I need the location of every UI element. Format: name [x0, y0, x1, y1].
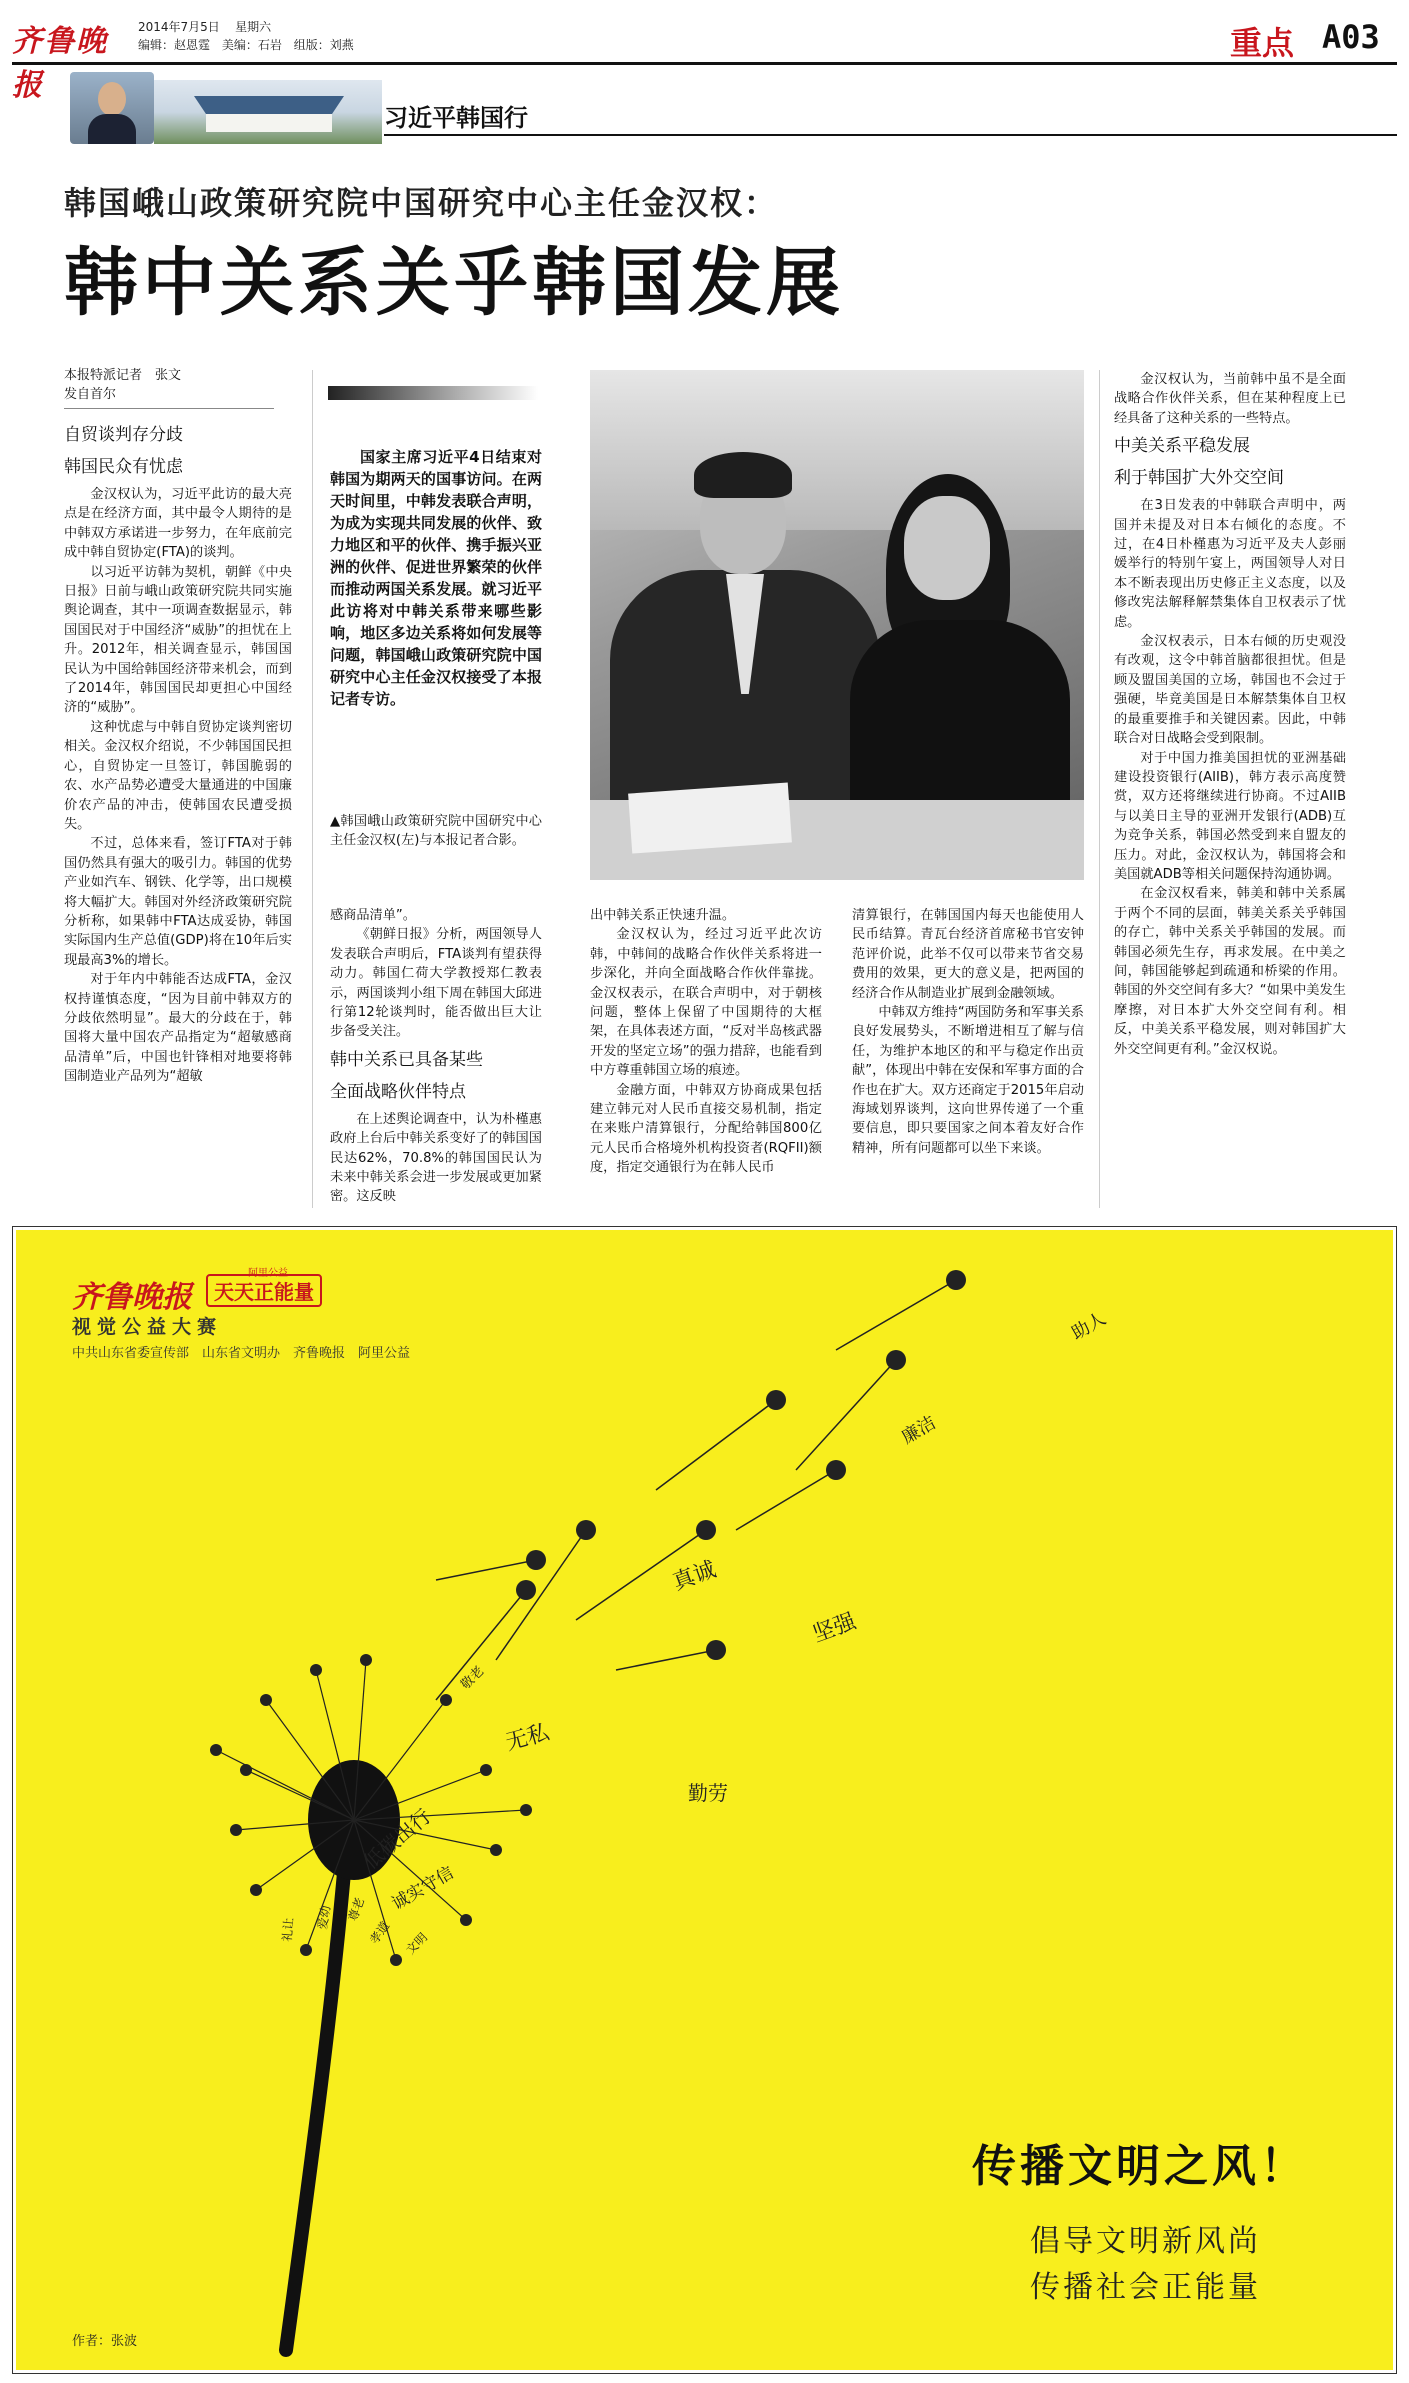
paragraph: 这种忧虑与中韩自贸协定谈判密切相关。金汉权介绍说，不少韩国国民担心，自贸协定一旦签订，韩国脆弱的农、水产品势必遭受大量通进的中国廉价农产品的冲击，使韩国农民遭受损失。 [64, 719, 292, 832]
public-service-ad [16, 1230, 1393, 2370]
seed-word: 勤劳 [688, 1781, 728, 1805]
seed-word: 廉洁 [898, 1412, 940, 1449]
ad-subslogan-2: 传播社会正能量 [1030, 2270, 1261, 2305]
article-column-1 [64, 366, 292, 1087]
seed-word: 爱幼 [315, 1904, 334, 1931]
photo-background [590, 370, 1084, 530]
column-divider [1099, 370, 1100, 1208]
banner-rule [384, 134, 1397, 136]
seed-word: 礼让 [280, 1917, 297, 1943]
paragraph: 以习近平访韩为契机，朝鲜《中央日报》日前与峨山政策研究院共同实施舆论调查，其中一项调查数据显示，韩国国民对于中国经济“威胁”的担忧在上升。2012年，相关调查显示，韩国国民认为中国给韩国经济带来机会，而到了2014年，韩国国民却更担心中国经济的“威胁”。 [64, 564, 292, 716]
paragraph: 金汉权认为，当前韩中虽不是全面战略合作伙伴关系，但在某种程度上已经具备了这种关系的一些特点。 [1114, 372, 1346, 426]
ad-contest-title: 视觉公益大赛 [72, 1316, 223, 1338]
article-headline: 韩中关系关乎韩国发展 [64, 240, 844, 326]
lead-decoration-bar [328, 386, 538, 400]
layout-credit: 组版：刘燕 [293, 38, 354, 52]
seed-word: 敬老 [458, 1663, 488, 1693]
lead-paragraph: 国家主席习近平4日结束对韩国为期两天的国事访问。在两天时间里，中韩发表联合声明，为成为实现共同发展的伙伴、致力地区和平的伙伴、携手振兴亚洲的伙伴、促进世界繁荣的伙伴而推动两国关系发展。就习近平此访将对中韩关系带来哪些影响，地区多边关系将如何发展等问题，韩国峨山政策研究院中国研究中心主任金汉权接受了本报记者专访。 [330, 448, 542, 708]
page-number: A03 [1322, 18, 1380, 56]
seed-word: 尊老 [345, 1895, 368, 1924]
seed-word: 文明 [403, 1930, 431, 1958]
byline-rule [64, 408, 274, 409]
photo-paper [628, 782, 792, 853]
section-heading-1a: 自贸谈判存分歧 [64, 425, 183, 445]
art-editor-credit: 美编：石岩 [221, 38, 282, 52]
issue-meta [138, 18, 362, 54]
seed-word: 孝道 [366, 1919, 393, 1947]
topic-banner [12, 72, 1397, 144]
banner-building-image [154, 80, 382, 144]
ad-slogan: 传播文明之风！ [972, 2141, 1308, 2192]
byline [64, 366, 292, 404]
ad-subslogan-1: 倡导文明新风尚 [1030, 2224, 1261, 2259]
paragraph: 金融方面，中韩双方协商成果包括建立韩元对人民币直接交易机制，指定在来账户清算银行，分配给韩国800亿元人民币合格境外机构投资者(RQFII)额度，指定交通银行为在韩人民币 [590, 1082, 822, 1176]
banner-title: 习近平韩国行 [384, 104, 528, 132]
paragraph: 在上述舆论调查中，认为朴槿惠政府上台后中韩关系变好了的韩国国民达62%，70.8%的韩国国民认为未来中韩关系会进一步发展或更加紧密。这反映 [330, 1111, 542, 1205]
paragraph: 在3日发表的中韩联合声明中，两国并未提及对日本右倾化的态度。不过，在4日朴槿惠为习近平及夫人彭丽媛举行的特别午宴上，两国领导人对日本不断表现出历史修正主义态度，以及修改宪法解释解禁集体自卫权表示了忧虑。 [1114, 498, 1346, 630]
seed-word: 真诚 [669, 1557, 720, 1596]
paragraph: 对于年内中韩能否达成FTA，金汉权持谨慎态度，“因为目前中韩双方的分歧依然明显”。最大的分歧在于，韩国将大量中国农产品指定为“超敏感商品清单”后，中国也针锋相对地要将韩国制造业产品列为“超敏 [64, 972, 292, 1085]
building-roof [194, 96, 344, 114]
paragraph: 不过，总体来看，签订FTA对于韩国仍然具有强大的吸引力。韩国的优势产业如汽车、钢铁、化学等，出口规模将大幅扩大。韩国对外经济政策研究院分析称，如果韩中FTA达成妥协，韩国实际国内生产总值(GDP)将在10年后实现最高3%的增长。 [64, 836, 292, 968]
article-column-2 [330, 906, 542, 1207]
section-heading-2b: 全面战略伙伴特点 [330, 1081, 466, 1102]
ad-logo-slogan: 天天正能量 [206, 1274, 322, 1307]
paragraph: 对于中国力推美国担忧的亚洲基础建设投资银行(AIIB)，韩方表示高度赞赏，双方还将继续进行协商。不过AIIB与以美日主导的亚洲开发银行(ADB)互为竞争关系，韩国必然受到来自盟友的压力。对此，金汉权认为，韩国将会和美国就ADB等相关问题保持沟通协调。 [1114, 750, 1346, 882]
seed-word: 助人 [1068, 1308, 1110, 1345]
paragraph: 出中韩关系正快速升温。 [590, 908, 736, 923]
staff-row [138, 36, 362, 54]
ad-logo-partner: 阿里公益 [248, 1268, 288, 1279]
paragraph: 金汉权认为，经过习近平此次访韩，中韩间的战略合作伙伴关系将进一步深化，并向全面战略合作伙伴靠拢。金汉权表示，在联合声明中，对于朝核问题，整体上保留了中国期待的大框架，在具体表述方面，“反对半岛核武器开发的坚定立场”的强力措辞，也能看到中方尊重韩国立场的痕迹。 [590, 927, 822, 1079]
banner-portrait-suit [88, 114, 136, 144]
seed-word: 坚强 [809, 1609, 860, 1648]
section-heading-5b: 利于韩国扩大外交空间 [1114, 468, 1284, 489]
banner-portrait-face [98, 82, 126, 116]
paragraph: 中韩双方维持“两国防务和军事关系良好发展势头，不断增进相互了解与信任，为维护本地区的和平与稳定作出贡献”，体现出中韩在安保和军事方面的合作也在扩大。双方还商定于2015年启动海域划界谈判，这向世界传递了一个重要信息，即只要国家之间本着友好合作精神，所有问题都可以坐下来谈。 [852, 1005, 1084, 1156]
photo-caption [330, 812, 542, 851]
byline-reporter: 本报特派记者 张文 [64, 368, 182, 383]
seed-word: 低碳出行 [358, 1804, 436, 1874]
photo-man-hair [694, 452, 792, 498]
section-tag: 重点 [1230, 24, 1295, 62]
section-heading-2a: 韩中关系已具备某些 [330, 1049, 483, 1070]
byline-location: 发自首尔 [64, 387, 117, 402]
ad-logo-masthead: 齐鲁晚报 [72, 1280, 192, 1315]
caption-text: ▲韩国峨山政策研究院中国研究中心主任金汉权(左)与本报记者合影。 [330, 814, 542, 849]
paragraph: 在金汉权看来，韩美和韩中关系属于两个不同的层面，韩美关系关乎韩国的存亡，韩中关系关乎韩国的发展。而韩国必须先生存，再求发展。在中美之间，韩国能够起到疏通和桥梁的作用。韩国的外交空间有多大？“如果中美发生摩擦，对日本扩大外交空间有利。相反，中美关系平稳发展，则对韩国扩大外交空间更有利。”金汉权说。 [1114, 886, 1346, 1057]
article-column-4 [852, 906, 1084, 1158]
article-column-5 [1114, 370, 1346, 1059]
column-divider [312, 370, 313, 1208]
paragraph: 清算银行，在韩国国内每天也能使用人民币结算。青瓦台经济首席秘书官安钟范评价说，此举不仅可以带来节省交易费用的效果，更大的意义是，把两国的经济合作从制造业扩展到金融领域。 [852, 908, 1084, 1001]
banner-portrait [70, 72, 154, 144]
seed-word: 无私 [503, 1720, 553, 1756]
dandelion-illustration [16, 1230, 1393, 2370]
article-column-3 [590, 906, 822, 1178]
interview-photo [590, 370, 1084, 880]
paragraph: 感商品清单”。 [330, 908, 416, 923]
issue-date-row [138, 18, 362, 36]
section-heading-5a: 中美关系平稳发展 [1114, 436, 1250, 457]
masthead-logo: 齐鲁晚报 [12, 24, 108, 103]
section-heading-1b: 韩国民众有忧虑 [64, 457, 183, 477]
editor-credit: 编辑：赵恩霆 [138, 38, 211, 52]
paragraph: 金汉权表示，日本右倾的历史观没有改观，这令中韩首脑都很担忧。但是顾及盟国美国的立场，韩国也不会过于强硬，毕竟美国是日本解禁集体自卫权的最重要推手和关键因素。因此，中韩联合对日战略会受到限制。 [1114, 634, 1346, 747]
building-body [206, 114, 332, 132]
flying-seeds [436, 1280, 956, 1700]
seed-word: 诚实守信 [388, 1863, 458, 1915]
header-rule [12, 62, 1397, 65]
issue-weekday: 星期六 [235, 20, 272, 34]
photo-woman-head [904, 496, 990, 600]
paragraph: 金汉权认为，习近平此访的最大亮点是在经济方面，其中最令人期待的是中韩双方承诺进一步努力，在年底前完成中韩自贸协定(FTA)的谈判。 [64, 487, 292, 561]
paragraph: 《朝鲜日报》分析，两国领导人发表联合声明后，FTA谈判有望获得动力。韩国仁荷大学教授郑仁教表示，两国谈判小组下周在韩国大邱进行第12轮谈判时，能否做出巨大让步备受关注。 [330, 927, 542, 1040]
ad-author: 作者：张波 [72, 2334, 138, 2349]
issue-date: 2014年7月5日 [138, 20, 220, 34]
article-subhead: 韩国峨山政策研究院中国研究中心主任金汉权： [64, 184, 779, 222]
ad-sponsors: 中共山东省委宣传部 山东省文明办 齐鲁晚报 阿里公益 [72, 1346, 411, 1361]
article-lead [330, 446, 542, 710]
flying-seed-puffs [516, 1270, 966, 1660]
